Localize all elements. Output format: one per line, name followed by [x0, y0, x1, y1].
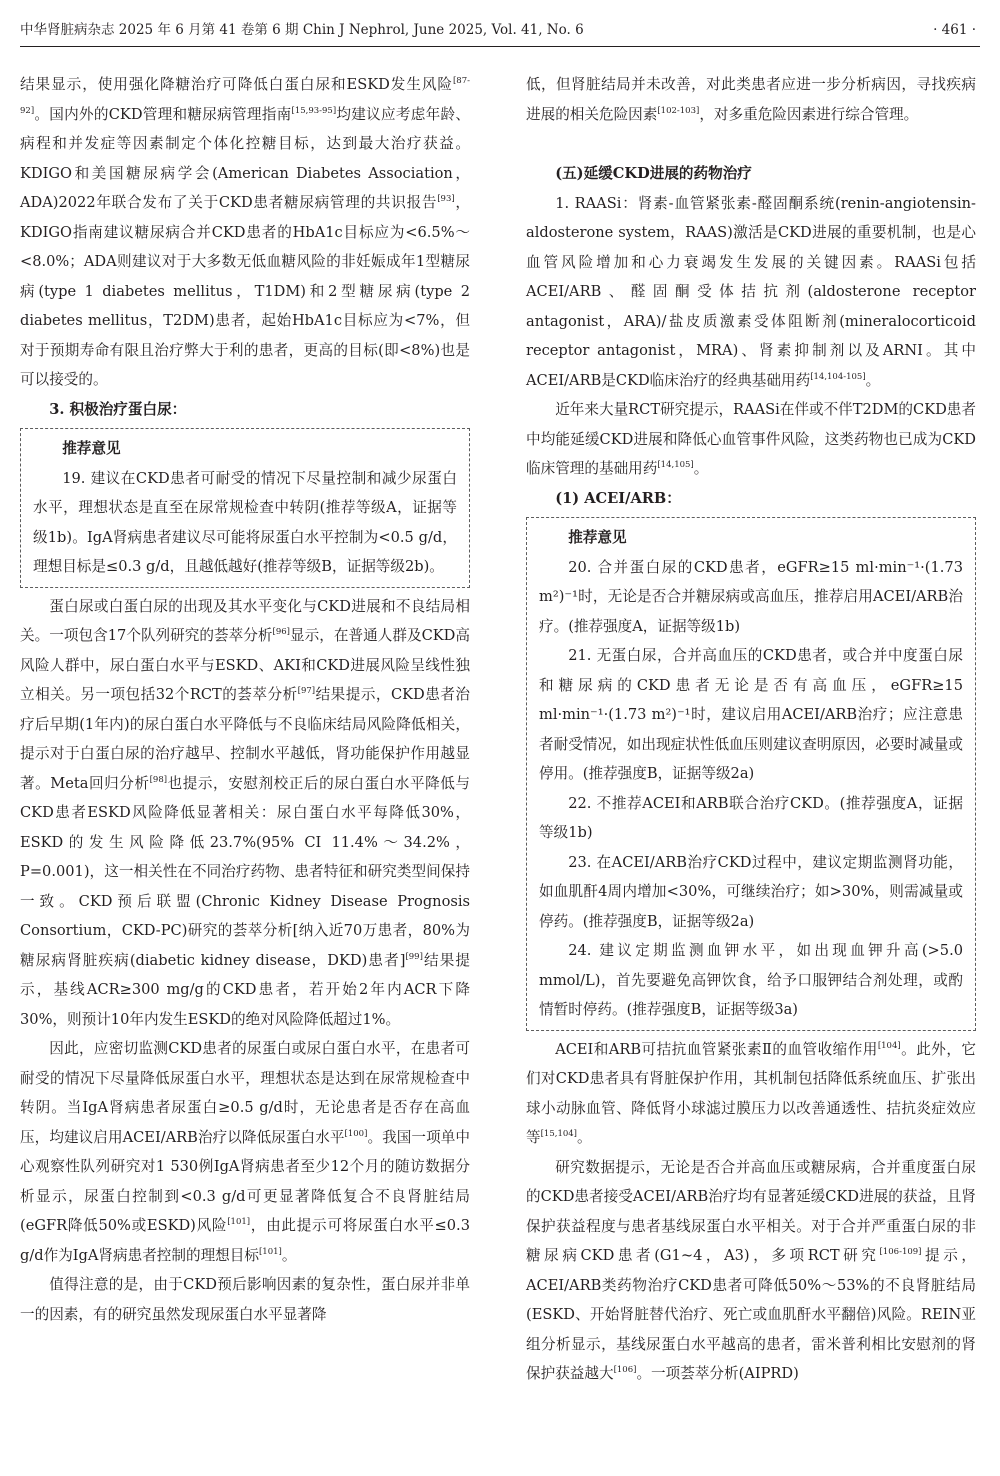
recommendation-item: 19. 建议在CKD患者可耐受的情况下尽量控制和减少尿蛋白水平，理想状态是直至在尿常规检查中转阴(推荐等级A，证据等级1b)。IgA肾病患者建议尽可能将尿蛋白水平控制为<0.5 g/d，理想目标是≤0.3 g/d，且越低越好(推荐等级B，证据等级2b)。 [33, 469, 457, 575]
journal-citation: 中华肾脏病杂志 2025 年 6 月第 41 卷第 6 期 Chin J Nephrol, June 2025, Vol. 41, No. 6 [20, 22, 584, 38]
citation[interactable]: [96] [272, 627, 290, 637]
recommendation-box [20, 428, 470, 588]
citation[interactable]: [15,93-95] [291, 105, 337, 116]
paragraph: 蛋白尿或白蛋白尿的出现及其水平变化与CKD进展和不良结局相关。一项包含17个队列研究的荟萃分析[96]显示，在普通人群及CKD高风险人群中，尿白蛋白水平与ESKD、AKI和CKD进展风险呈线性独立相关。另一项包括32个RCT的荟萃分析[97]结果提示，CKD患者治疗后早期(1年内)的尿白蛋白水平降低与不良临床结局风险降低相关，提示对于白蛋白尿的治疗越早、控制水平越低，肾功能保护作用越显著。Meta回归分析[98]也提示，安慰剂校正后的尿白蛋白水平降低与CKD患者ESKD风险降低显著相关：尿白蛋白水平每降低30%，ESKD的发生风险降低23.7%(95% CI 11.4%～34.2%，P=0.001)，这一相关性在不同治疗药物、患者特征和研究类型间保持一致。CKD预后联盟(Chronic Kidney Disease Prognosis Consortium，CKD-PC)研究的荟萃分析[纳入近70万患者，80%为糖尿病肾脏疾病(diabetic kidney disease，DKD)患者][99]结果提示，基线ACR≥300 mg/g的CKD患者，若开始2年内ACR下降30%，则预计10年内发生ESKD的绝对风险降低超过1%。 [20, 597, 470, 1028]
left-column [20, 70, 470, 1329]
citation[interactable]: [97] [297, 686, 316, 696]
paragraph: 因此，应密切监测CKD患者的尿蛋白或尿白蛋白水平，在患者可耐受的情况下尽量降低尿蛋白水平，理想状态是达到在尿常规检查中转阴。当IgA肾病患者尿蛋白≥0.5 g/d时，无论患者是否存在高血压，均建议启用ACEI/ARB治疗以降低尿蛋白水平[100]。我国一项单中心观察性队列研究对1 530例IgA肾病患者至少12个月的随访数据分析显示，尿蛋白控制到<0.3 g/d可更显著降低复合不良肾脏结局(eGFR降低50%或ESKD)风险[101]，由此提示可将尿蛋白水平≤0.3 g/d作为IgA肾病患者控制的理想目标[101]。 [20, 1040, 470, 1264]
citation[interactable]: [101] [258, 1246, 282, 1257]
paragraph: 1. RAASi：肾素-血管紧张素-醛固酮系统(renin-angiotensin-aldosterone system，RAAS)激活是CKD进展的重要机制，也是心血管风险增加和心力衰竭发生发展的关键因素。RAASi包括ACEI/ARB、醛固酮受体拮抗剂(aldosterone receptor antagonist，ARA)/盐皮质激素受体阻断剂(mineralocorticoid receptor antagonist，MRA)、肾素抑制剂以及ARNI。其中ACEI/ARB是CKD临床治疗的经典基础用药[14,104-105]。 [526, 194, 976, 389]
citation[interactable]: [14,104-105] [810, 371, 866, 382]
citation[interactable]: [93] [437, 194, 455, 204]
recommendation-title: 推荐意见 [568, 529, 627, 546]
paragraph: 研究数据提示，无论是否合并高血压或糖尿病，合并重度蛋白尿的CKD患者接受ACEI/ARB治疗均有显著延缓CKD进展的获益，且肾保护获益程度与患者基线尿蛋白水平相关。对于合并严重蛋白尿的非糖尿病CKD患者(G1~4，A3)，多项RCT研究[106-109]提示，ACEI/ARB类药物治疗CKD患者可降低50%～53%的不良肾脏结局(ESKD、开始肾脏替代治疗、死亡或血肌酐水平翻倍)风险。REIN亚组分析显示，基线尿蛋白水平越高的患者，雷米普利相比安慰剂的肾保护获益越大[106]。一项荟萃分析(AIPRD) [526, 1158, 976, 1382]
citation[interactable]: [106] [613, 1365, 637, 1375]
recommendation-item: 23. 在ACEI/ARB治疗CKD过程中，建议定期监测肾功能，如血肌酐4周内增加<30%，可继续治疗；如>30%，则需减量或停药。(推荐强度B，证据等级2a) [539, 853, 963, 930]
paragraph: ACEI和ARB可拮抗血管紧张素Ⅱ的血管收缩作用[104]。此外，它们对CKD患者具有肾脏保护作用，其机制包括降低系统血压、扩张出球小动脉血管、降低肾小球滤过膜压力以改善通透性、拮抗炎症效应等[15,104]。 [526, 1040, 976, 1146]
section-heading: 3. 积极治疗蛋白尿： [49, 400, 187, 418]
citation[interactable]: [106-109] [879, 1247, 922, 1257]
recommendation-title: 推荐意见 [62, 440, 121, 457]
citation[interactable]: [100] [344, 1128, 368, 1139]
subsection-heading: (1) ACEI/ARB： [555, 489, 681, 507]
citation[interactable]: [14,105] [657, 460, 694, 470]
section-heading: (五)延缓CKD进展的药物治疗 [555, 165, 752, 182]
running-header [20, 14, 980, 47]
citation[interactable]: [104] [877, 1040, 901, 1051]
recommendation-item: 24. 建议定期监测血钾水平，如出现血钾升高(>5.0 mmol/L)，首先要避免高钾饮食，给予口服钾结合剂处理，或酌情暂时停药。(推荐强度B，证据等级3a) [539, 942, 963, 1018]
recommendation-item: 21. 无蛋白尿，合并高血压的CKD患者，或合并中度蛋白尿和糖尿病的CKD患者无论是否有高血压，eGFR≥15 ml·min⁻¹·(1.73 m²)⁻¹时，建议启用ACEI/ARB治疗；应注意患者耐受情况，如出现症状性低血压则建议查明原因，必要时减量或停用。(推荐强度B，证据等级2a) [539, 647, 963, 782]
recommendation-item: 22. 不推荐ACEI和ARB联合治疗CKD。(推荐强度A，证据等级1b) [539, 794, 963, 841]
citation[interactable]: [99] [405, 951, 423, 962]
paragraph: 低，但肾脏结局并未改善，对此类患者应进一步分析病因，寻找疾病进展的相关危险因素[102-103]，对多重危险因素进行综合管理。 [526, 76, 976, 123]
recommendation-item: 20. 合并蛋白尿的CKD患者，eGFR≥15 ml·min⁻¹·(1.73 m²)⁻¹时，无论是否合并糖尿病或高血压，推荐启用ACEI/ARB治疗。(推荐强度A，证据等级1b) [539, 558, 963, 635]
paragraph: 近年来大量RCT研究提示，RAASi在伴或不伴T2DM的CKD患者中均能延缓CKD进展和降低心血管事件风险，这类药物也已成为CKD临床管理的基础用药[14,105]。 [526, 401, 976, 477]
citation[interactable]: [87-92] [20, 76, 470, 116]
citation[interactable]: [15,104] [540, 1129, 577, 1139]
citation[interactable]: [98] [149, 774, 168, 785]
page-number: · 461 · [933, 22, 976, 38]
paragraph: 值得注意的是，由于CKD预后影响因素的复杂性，蛋白尿并非单一的因素，有的研究虽然发现尿蛋白水平显著降 [20, 1276, 470, 1323]
recommendation-box [526, 517, 976, 1031]
right-column [526, 70, 976, 1389]
citation[interactable]: [101] [227, 1217, 251, 1227]
citation[interactable]: [102-103] [657, 105, 700, 116]
paragraph: 结果显示，使用强化降糖治疗可降低白蛋白尿和ESKD发生风险[87-92]。国内外的CKD管理和糖尿病管理指南[15,93-95]均建议应考虑年龄、病程和并发症等因素制定个体化控糖目标，达到最大治疗获益。KDIGO和美国糖尿病学会(American Diabetes Association，ADA)2022年联合发布了关于CKD患者糖尿病管理的共识报告[93]，KDIGO指南建议糖尿病合并CKD患者的HbA1c目标应为<6.5%～<8.0%；ADA则建议对于大多数无低血糖风险的非妊娠成年1型糖尿病(type 1 diabetes mellitus，T1DM)和2型糖尿病(type 2 diabetes mellitus，T2DM)患者，起始HbA1c目标应为<7%，但对于预期寿命有限且治疗弊大于利的患者，更高的目标(即<8%)也是可以接受的。 [20, 76, 470, 388]
